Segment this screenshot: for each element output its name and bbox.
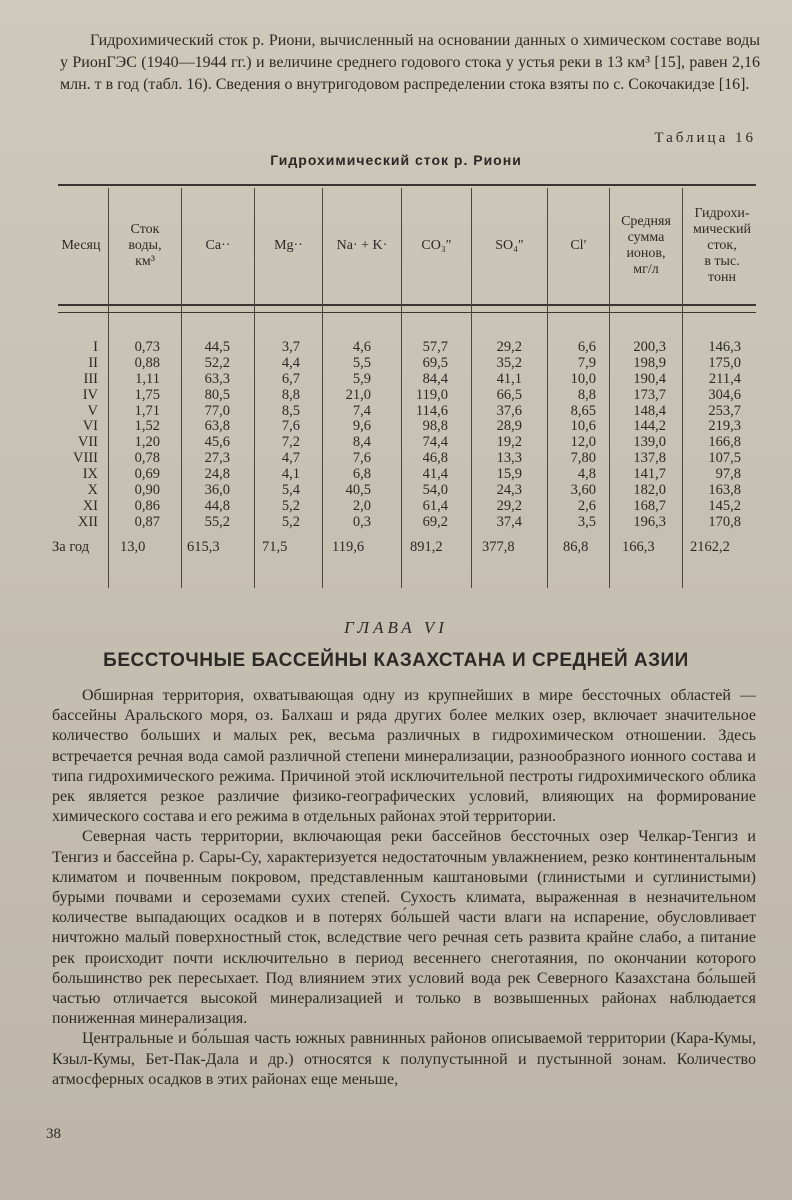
- table-cell: 198,9: [633, 354, 666, 371]
- table-cell: 0,88: [134, 354, 160, 371]
- table-cell: 200,3: [633, 339, 666, 355]
- table-cell: 44,5: [204, 339, 230, 355]
- header-line: мг/л: [633, 262, 659, 277]
- table-cell: 139,0: [633, 434, 666, 451]
- table-cell: 5,2: [281, 497, 300, 514]
- table-cell: I: [93, 339, 98, 355]
- table-cell: 8,65: [570, 402, 596, 419]
- table-cell: 146,3: [708, 339, 741, 355]
- table-cell: 0,90: [134, 482, 160, 499]
- page-number: 38: [46, 1126, 61, 1142]
- header-hydrochem: [683, 190, 761, 302]
- table-cell: 28,9: [496, 418, 522, 435]
- table-cell: 196,3: [633, 513, 666, 530]
- body-paragraph: Северная часть территории, включающая реки бассейнов бессточных озер Челкар-Тенгиз и Тенгиз и бассейна р. Сары-Су, характеризуется недостаточным увлажнением, резко континентальным климатом и почвенным покровом, представленным каштановыми (глинистыми и суглинистыми) бурыми почвами и сероземами сухих степей. Сухость климата, выраженная в незначительном количестве выпадающих осадков и в потерях бо́льшей части влаги на испарение, обусловливает ничтожно малый поверхностный сток, вследствие чего речная сеть развита крайне слабо, а питание рек происходит почти исключительно в период весеннего снеготаяния, по окончании которого большинство рек пересыхает. Под влиянием этих условий вода рек Северного Казахстана бо́льшей частью отличается высокой минерализацией и только в возвышенных районах наблюдается пониженная минерализация.: [52, 828, 756, 1028]
- table-cell: 24,8: [204, 466, 230, 483]
- header-line: Cl′: [570, 238, 587, 253]
- table-cell: 0,3: [352, 513, 371, 530]
- table-cell: XI: [82, 497, 98, 514]
- table-cell: 1,11: [135, 370, 160, 387]
- header-ca: [182, 190, 254, 302]
- table-cell: 12,0: [570, 434, 596, 451]
- table-cell: 29,2: [496, 497, 522, 514]
- column-month: [52, 340, 98, 531]
- table-cell: 141,7: [633, 466, 666, 483]
- table-cell: 19,2: [496, 434, 522, 451]
- table-cell: 36,0: [204, 482, 230, 499]
- table-cell: III: [83, 370, 98, 387]
- total-co3: 891,2: [410, 539, 443, 555]
- table-cell: 1,75: [134, 386, 160, 403]
- column-na-k: [323, 340, 371, 531]
- table-cell: 8,8: [577, 386, 596, 403]
- table-cell: 4,6: [352, 339, 371, 355]
- table-cell: 0,78: [134, 450, 160, 467]
- table-cell: 97,8: [715, 466, 741, 483]
- column-so4: [472, 340, 522, 531]
- table-cell: 41,4: [422, 466, 448, 483]
- table-cell: 4,1: [281, 466, 300, 483]
- table-cell: 52,2: [204, 354, 230, 371]
- table-cell: 9,6: [352, 418, 371, 435]
- header-co3: [402, 190, 471, 302]
- table-cell: 119,0: [415, 386, 448, 403]
- table-cell: 1,52: [134, 418, 160, 435]
- table-cell: II: [88, 354, 98, 371]
- table-cell: 41,1: [496, 370, 522, 387]
- column-cl: [548, 340, 596, 531]
- intro-paragraph: Гидрохимический сток р. Риони, вычисленный на основании данных о химическом составе воды у РионГЭС (1940—1944 гг.) и величине среднего годового стока у устья реки в 13 км³ [15], равен 2,16 млн. т в год (табл. 16). Сведения о внутригодовом распределении стока взяты по с. Сокочакидзе [16].: [60, 32, 760, 93]
- table-cell: 114,6: [415, 402, 448, 419]
- table-header-rule: [58, 304, 756, 306]
- header-na-k: [323, 190, 401, 302]
- table-title: Гидрохимический сток р. Риони: [270, 152, 522, 168]
- table-cell: 1,71: [134, 402, 160, 419]
- table-cell: 144,2: [633, 418, 666, 435]
- header-line: Ca··: [205, 238, 231, 253]
- table-number: Таблица 16: [654, 130, 756, 146]
- table-cell: 211,4: [708, 370, 741, 387]
- table-cell: 253,7: [708, 402, 741, 419]
- header-line: сток,: [707, 238, 737, 253]
- table-cell: 166,8: [708, 434, 741, 451]
- table-cell: 3,5: [577, 513, 596, 530]
- table-cell: 5,5: [352, 354, 371, 371]
- table-cell: 145,2: [708, 497, 741, 514]
- table-cell: 21,0: [345, 386, 371, 403]
- table-cell: 175,0: [708, 354, 741, 371]
- header-line: воды,: [128, 238, 162, 253]
- header-line: мический: [693, 222, 751, 237]
- header-line: км³: [135, 254, 155, 269]
- table-cell: 0,87: [134, 513, 160, 530]
- table-cell: 168,7: [633, 497, 666, 514]
- header-line: тонн: [708, 270, 736, 285]
- column-mg: [255, 340, 300, 531]
- table-cell: 7,6: [281, 418, 300, 435]
- table-cell: 29,2: [496, 339, 522, 355]
- table-cell: 69,2: [422, 513, 448, 530]
- table-cell: 3,7: [281, 339, 300, 355]
- column-co3: [402, 340, 448, 531]
- table-cell: VIII: [73, 450, 98, 467]
- table-cell: VI: [82, 418, 98, 435]
- table-cell: 107,5: [708, 450, 741, 467]
- table-cell: VII: [77, 434, 98, 451]
- table-cell: 6,8: [352, 466, 371, 483]
- table-cell: 7,9: [577, 354, 596, 371]
- table-cell: XII: [77, 513, 98, 530]
- table-cell: 46,8: [422, 450, 448, 467]
- table-cell: 7,2: [281, 434, 300, 451]
- header-line: CO₃″: [421, 238, 452, 253]
- total-ca: 615,3: [187, 539, 220, 555]
- table-cell: 61,4: [422, 497, 448, 514]
- column-ca: [182, 340, 230, 531]
- table-cell: 2,0: [352, 497, 371, 514]
- table-cell: 163,8: [708, 482, 741, 499]
- table-cell: 4,8: [577, 466, 596, 483]
- table-cell: 55,2: [204, 513, 230, 530]
- table-top-rule: [58, 184, 756, 186]
- table-cell: 173,7: [633, 386, 666, 403]
- table-cell: 98,8: [422, 418, 448, 435]
- table-cell: 0,86: [134, 497, 160, 514]
- table-cell: V: [87, 402, 98, 419]
- table-cell: 2,6: [577, 497, 596, 514]
- table-cell: 63,3: [204, 370, 230, 387]
- table-cell: 137,8: [633, 450, 666, 467]
- chapter-number: ГЛАВА VI: [344, 618, 448, 637]
- table-cell: IX: [82, 466, 98, 483]
- total-na-k: 119,6: [332, 539, 365, 555]
- total-sum-ions: 166,3: [622, 539, 655, 555]
- header-line: Сток: [130, 222, 160, 237]
- table-cell: 219,3: [708, 418, 741, 435]
- header-line: Na· + K·: [336, 238, 388, 253]
- table-cell: 69,5: [422, 354, 448, 371]
- table-cell: 10,6: [570, 418, 596, 435]
- table-cell: 8,4: [352, 434, 371, 451]
- table-cell: 8,5: [281, 402, 300, 419]
- header-line: Средняя: [621, 214, 671, 229]
- header-sum-ions: [610, 190, 682, 302]
- table-cell: 37,4: [496, 513, 522, 530]
- header-so4: [472, 190, 547, 302]
- table-cell: X: [87, 482, 98, 499]
- header-month: [52, 190, 110, 302]
- table-cell: 74,4: [422, 434, 448, 451]
- total-flow: 13,0: [120, 539, 146, 555]
- table-cell: 57,7: [422, 339, 448, 355]
- header-line: Гидрохи-: [694, 206, 750, 221]
- table-cell: 84,4: [422, 370, 448, 387]
- column-sum-ions: [610, 340, 666, 531]
- table-cell: 24,3: [496, 482, 522, 499]
- table-cell: 15,9: [496, 466, 522, 483]
- table-cell: 13,3: [496, 450, 522, 467]
- header-mg: [255, 190, 322, 302]
- total-label: За год: [52, 539, 90, 555]
- table-cell: 40,5: [345, 482, 371, 499]
- table-cell: 1,20: [134, 434, 160, 451]
- header-flow: [110, 190, 180, 302]
- body-paragraph: Центральные и бо́льшая часть южных равнинных районов описываемой территории (Кара-Кумы, Кзыл-Кумы, Бет-Пак-Дала и др.) относятся к полупустынной и пустынной зонам. Количество атмосферных осадков в этих районах еще меньше,: [52, 1030, 756, 1088]
- table-cell: 5,9: [352, 370, 371, 387]
- header-line: Месяц: [61, 238, 101, 253]
- table-cell: 3,60: [570, 482, 596, 499]
- total-hydrochem: 2162,2: [690, 539, 730, 555]
- table-cell: 6,6: [577, 339, 596, 355]
- column-hydrochem: [683, 340, 741, 531]
- column-flow: [110, 340, 160, 531]
- table-cell: 10,0: [570, 370, 596, 387]
- table-cell: 0,73: [134, 339, 160, 355]
- table-cell: 44,8: [204, 497, 230, 514]
- table-cell: 7,80: [570, 450, 596, 467]
- table-cell: 63,8: [204, 418, 230, 435]
- chapter-body: [52, 686, 756, 1090]
- table-cell: 4,7: [281, 450, 300, 467]
- table-cell: IV: [82, 386, 98, 403]
- table-cell: 8,8: [281, 386, 300, 403]
- header-line: Mg··: [274, 238, 303, 253]
- table-cell: 37,6: [496, 402, 522, 419]
- header-line: в тыс.: [704, 254, 740, 269]
- table-cell: 27,3: [204, 450, 230, 467]
- table-cell: 5,2: [281, 513, 300, 530]
- table-cell: 170,8: [708, 513, 741, 530]
- table-cell: 7,4: [352, 402, 371, 419]
- total-cl: 86,8: [563, 539, 589, 555]
- table-cell: 80,5: [204, 386, 230, 403]
- table-cell: 4,4: [281, 354, 300, 371]
- table-cell: 304,6: [708, 386, 741, 403]
- table-cell: 77,0: [204, 402, 230, 419]
- header-line: сумма: [627, 230, 665, 245]
- table-cell: 5,4: [281, 482, 300, 499]
- total-so4: 377,8: [482, 539, 515, 555]
- total-mg: 71,5: [262, 539, 288, 555]
- table-cell: 45,6: [204, 434, 230, 451]
- chapter-title: БЕССТОЧНЫЕ БАССЕЙНЫ КАЗАХСТАНА И СРЕДНЕЙ АЗИИ: [103, 650, 689, 671]
- table-cell: 54,0: [422, 482, 448, 499]
- table-header-rule-thin: [58, 312, 756, 313]
- table-cell: 6,7: [281, 370, 300, 387]
- body-paragraph: Обширная территория, охватывающая одну из крупнейших в мире бессточных областей — бассейны Аральского моря, оз. Балхаш и ряда других более мелких озер, включает значительное количество больших и малых рек, весьма различных в гидрохимическом отношении. Здесь встречается речная вода самой различной степени минерализации, разнообразного ионного состава и типа гидрохимического режима. Причиной этой исключительной пестроты гидрохимического облика рек является резкое различие физико-географических условий, влияющих на формирование химического состава и его режима в отдельных районах этой территории.: [52, 687, 756, 826]
- table-cell: 7,6: [352, 450, 371, 467]
- header-line: SO₄″: [495, 238, 524, 253]
- header-line: ионов,: [626, 246, 666, 261]
- table-cell: 182,0: [633, 482, 666, 499]
- header-cl: [548, 190, 609, 302]
- table-cell: 190,4: [633, 370, 666, 387]
- table-cell: 35,2: [496, 354, 522, 371]
- table-cell: 0,69: [134, 466, 160, 483]
- table-cell: 66,5: [496, 386, 522, 403]
- table-cell: 148,4: [633, 402, 666, 419]
